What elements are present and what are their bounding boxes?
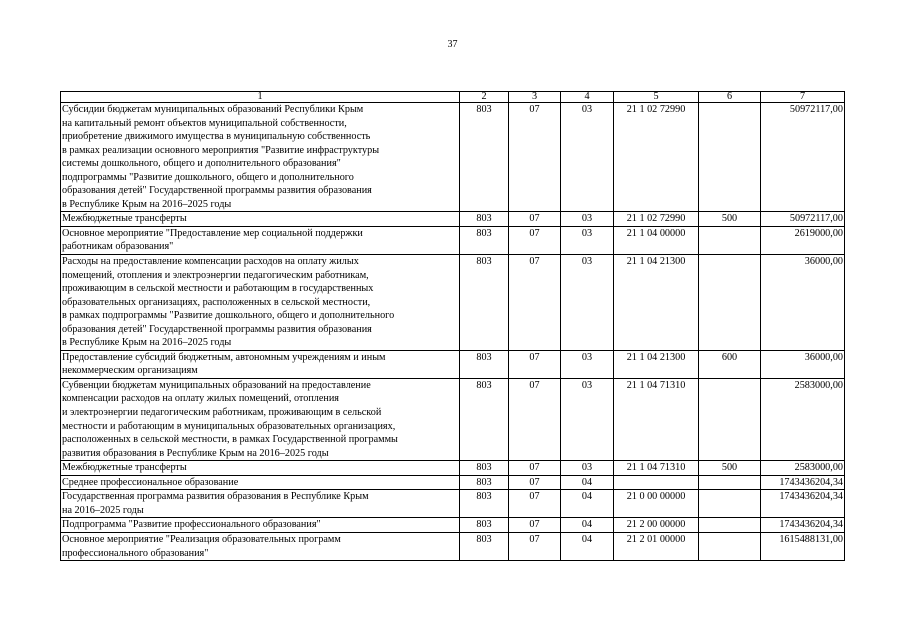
target-article-code: 21 1 02 72990: [614, 103, 699, 212]
section-code: 07: [509, 475, 561, 490]
row-name: Межбюджетные трансферты: [61, 212, 460, 227]
expense-type-code: [699, 475, 761, 490]
expense-type-code: [699, 226, 761, 254]
section-code: 07: [509, 103, 561, 212]
expense-type-code: [699, 255, 761, 351]
row-name: Государственная программа развития образования в Республике Крым на 2016–2025 годы: [61, 490, 460, 518]
ministry-code: 803: [460, 350, 509, 378]
column-header: 2: [460, 92, 509, 103]
amount: 2583000,00: [761, 378, 845, 460]
row-name: Расходы на предоставление компенсации расходов на оплату жилых помещений, отопления и электроэнергии педагогическим работникам, проживающим в сельской местности и работающим в государственных образовательных организациях, расположенных в сельской местности, в рамках подпрограммы "Развитие дошкольного, общего и дополнительного образования детей" Государственной программы развития образования в Республике Крым на 2016–2025 годы: [61, 255, 460, 351]
row-name: Основное мероприятие "Реализация образовательных программ профессионального образования": [61, 532, 460, 560]
ministry-code: 803: [460, 461, 509, 476]
expense-type-code: [699, 490, 761, 518]
ministry-code: 803: [460, 378, 509, 460]
target-article-code: 21 1 04 00000: [614, 226, 699, 254]
subsection-code: 03: [561, 103, 614, 212]
ministry-code: 803: [460, 226, 509, 254]
ministry-code: 803: [460, 255, 509, 351]
section-code: 07: [509, 518, 561, 533]
ministry-code: 803: [460, 212, 509, 227]
target-article-code: [614, 475, 699, 490]
target-article-code: 21 1 04 71310: [614, 378, 699, 460]
subsection-code: 03: [561, 350, 614, 378]
ministry-code: 803: [460, 532, 509, 560]
section-code: 07: [509, 490, 561, 518]
section-code: 07: [509, 461, 561, 476]
section-code: 07: [509, 532, 561, 560]
amount: 2619000,00: [761, 226, 845, 254]
row-name: Среднее профессиональное образование: [61, 475, 460, 490]
column-header: 6: [699, 92, 761, 103]
subsection-code: 04: [561, 532, 614, 560]
table-row: [61, 461, 845, 476]
section-code: 07: [509, 212, 561, 227]
target-article-code: 21 1 04 21300: [614, 255, 699, 351]
table-row: [61, 103, 845, 212]
table-row: [61, 212, 845, 227]
expense-type-code: [699, 532, 761, 560]
table-row: [61, 378, 845, 460]
subsection-code: 03: [561, 378, 614, 460]
column-header: 5: [614, 92, 699, 103]
amount: 50972117,00: [761, 103, 845, 212]
section-code: 07: [509, 226, 561, 254]
expense-type-code: [699, 518, 761, 533]
row-name: Предоставление субсидий бюджетным, автономным учреждениям и иным некоммерческим организациям: [61, 350, 460, 378]
row-name: Подпрограмма "Развитие профессионального образования": [61, 518, 460, 533]
row-name: Субвенции бюджетам муниципальных образований на предоставление компенсации расходов на оплату жилых помещений, отопления и электроэнергии педагогическим работникам, проживающим в сельской местности и работающим в муниципальных образовательных организациях, расположенных в сельской местности, в рамках Государственной программы развития образования в Республике Крым на 2016–2025 годы: [61, 378, 460, 460]
target-article-code: 21 1 02 72990: [614, 212, 699, 227]
column-header: 7: [761, 92, 845, 103]
ministry-code: 803: [460, 475, 509, 490]
table-row: [61, 518, 845, 533]
row-name: Субсидии бюджетам муниципальных образований Республики Крым на капитальный ремонт объектов муниципальной собственности, приобретение движимого имущества в муниципальную собственность в рамках реализации основного мероприятия "Развитие инфраструктуры системы дошкольного, общего и дополнительного образования" подпрограммы "Развитие дошкольного, общего и дополнительного образования детей" Государственной программы развития образования в Республике Крым на 2016–2025 годы: [61, 103, 460, 212]
expense-type-code: 500: [699, 212, 761, 227]
target-article-code: 21 2 01 00000: [614, 532, 699, 560]
subsection-code: 04: [561, 490, 614, 518]
amount: 50972117,00: [761, 212, 845, 227]
row-name: Межбюджетные трансферты: [61, 461, 460, 476]
subsection-code: 03: [561, 212, 614, 227]
section-code: 07: [509, 378, 561, 460]
table-row: [61, 350, 845, 378]
table-row: [61, 490, 845, 518]
section-code: 07: [509, 350, 561, 378]
amount: 1743436204,34: [761, 518, 845, 533]
column-header: 4: [561, 92, 614, 103]
expense-type-code: [699, 378, 761, 460]
table-header-row: [61, 92, 845, 103]
column-header: 3: [509, 92, 561, 103]
table-row: [61, 475, 845, 490]
subsection-code: 04: [561, 518, 614, 533]
column-header: 1: [61, 92, 460, 103]
expense-type-code: 500: [699, 461, 761, 476]
amount: 1743436204,34: [761, 475, 845, 490]
amount: 2583000,00: [761, 461, 845, 476]
amount: 36000,00: [761, 350, 845, 378]
table-row: [61, 532, 845, 560]
target-article-code: 21 0 00 00000: [614, 490, 699, 518]
table-row: [61, 255, 845, 351]
ministry-code: 803: [460, 518, 509, 533]
target-article-code: 21 1 04 21300: [614, 350, 699, 378]
subsection-code: 04: [561, 475, 614, 490]
table-row: [61, 226, 845, 254]
amount: 1743436204,34: [761, 490, 845, 518]
row-name: Основное мероприятие "Предоставление мер социальной поддержки работникам образования": [61, 226, 460, 254]
section-code: 07: [509, 255, 561, 351]
ministry-code: 803: [460, 103, 509, 212]
subsection-code: 03: [561, 461, 614, 476]
page-number: 37: [447, 39, 458, 50]
target-article-code: 21 2 00 00000: [614, 518, 699, 533]
expense-type-code: 600: [699, 350, 761, 378]
subsection-code: 03: [561, 226, 614, 254]
expense-type-code: [699, 103, 761, 212]
budget-table: [60, 91, 845, 561]
subsection-code: 03: [561, 255, 614, 351]
amount: 1615488131,00: [761, 532, 845, 560]
ministry-code: 803: [460, 490, 509, 518]
target-article-code: 21 1 04 71310: [614, 461, 699, 476]
amount: 36000,00: [761, 255, 845, 351]
